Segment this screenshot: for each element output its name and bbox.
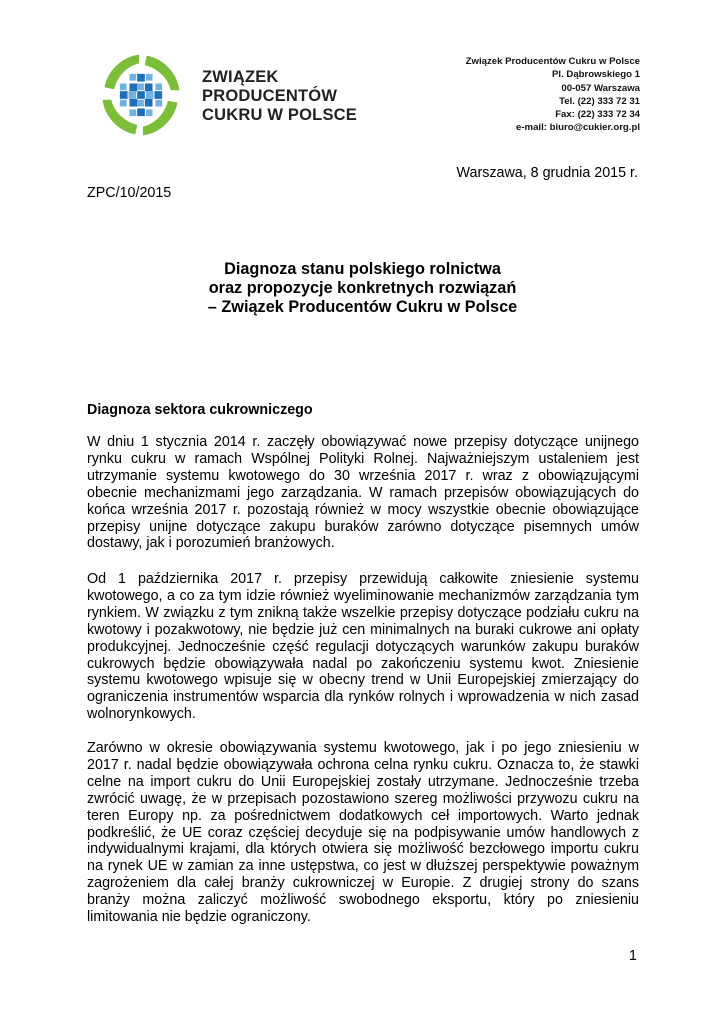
contact-block [466, 55, 640, 135]
document-reference: ZPC/10/2015 [87, 185, 172, 201]
title-line-1: Diagnoza stanu polskiego rolnictwa [224, 260, 501, 278]
contact-postcode-city: 00-057 Warszawa [561, 82, 640, 94]
logo-wordmark [202, 68, 357, 125]
paragraph-3: Zarówno w okresie obowiązywania systemu kwotowego, jak i po jego zniesieniu w 2017 r. nadal będzie obowiązywała ochrona celna rynku cukru. Oznacza to, że stawki celne na import cukru do Unii Europejskiej zostały utrzymane. Jednocześnie trzeba zwrócić uwagę, że w przepisach pozostawiono szereg możliwości przywozu cukru na teren Europy np. za pośrednictwem dodatkowych ceł importowych. Warto jednak podkreślić, że UE coraz częściej decyduje się na podpisywanie umów handlowych z indywidualnymi krajami, dla których otwiera się możliwość bezcłowego importu cukru na rynek UE w zamian za inne ustępstwa, co jest w dłuższej perspektywie poważnym zagrożeniem dla całej branży cukrowniczej w Europie. Z drugiej strony do szans branży można zaliczyć możliwość swobodnego eksportu, który po zniesieniu limitowania nie będzie ograniczony. [87, 740, 639, 926]
contact-fax: Fax: (22) 333 72 34 [555, 109, 640, 121]
logo-line-1: ZWIĄZEK [202, 68, 279, 86]
contact-org-name: Związek Producentów Cukru w Polsce [465, 56, 640, 67]
page-number: 1 [629, 948, 637, 964]
document-title [87, 260, 638, 318]
paragraph-2: Od 1 października 2017 r. przepisy przewidują całkowite zniesienie systemu kwotowego, a co za tym idzie również wyeliminowanie mechanizmów zarządzania tym rynkiem. W związku z tym znikną także wszelkie przepisy dotyczące podziału cukru na kwotowy i pozakwotowy, nie będzie już cen minimalnych na buraki cukrowe ani opłaty produkcyjnej. Jednocześnie część regulacji dotyczących warunków zakupu buraków cukrowych będzie obowiązywała nadal po zakończeniu systemu kwot. Zniesienie systemu kwotowego wpisuje się w obecny trend w Unii Europejskiej zmierzający do ograniczenia instrumentów wsparcia dla rynków rolnych i wprowadzenia w nich zasad wolnorynkowych. [87, 571, 639, 723]
title-line-3: – Związek Producentów Cukru w Polsce [207, 298, 518, 317]
logo-line-3: CUKRU W POLSCE [202, 106, 357, 124]
logo-line-2: PRODUCENTÓW [202, 87, 338, 105]
section-heading: Diagnoza sektora cukrowniczego [87, 402, 313, 418]
contact-email: e-mail: biuro@cukier.org.pl [516, 122, 640, 134]
association-logo [93, 47, 189, 143]
document-date: Warszawa, 8 grudnia 2015 r. [456, 165, 638, 181]
paragraph-1: W dniu 1 stycznia 2014 r. zaczęły obowiązywać nowe przepisy dotyczące unijnego rynku cukru w ramach Wspólnej Polityki Rolnej. Najważniejszym ustaleniem jest utrzymanie systemu kwotowego do 30 września 2017 r. wraz z obowiązującymi obecnie mechanizmami jego zarządzania. W ramach przepisów obowiązujących do końca września 2017 r. pozostają również w mocy wszystkie obecnie obowiązujące przepisy unijne dotyczące zakupu buraków zarówno dotyczące pisemnych umów dostawy, jak i porozumień branżowych. [87, 434, 639, 552]
title-line-2: oraz propozycje konkretnych rozwiązań [208, 279, 517, 298]
contact-address: Pl. Dąbrowskiego 1 [552, 69, 640, 81]
contact-phone: Tel. (22) 333 72 31 [559, 95, 640, 107]
